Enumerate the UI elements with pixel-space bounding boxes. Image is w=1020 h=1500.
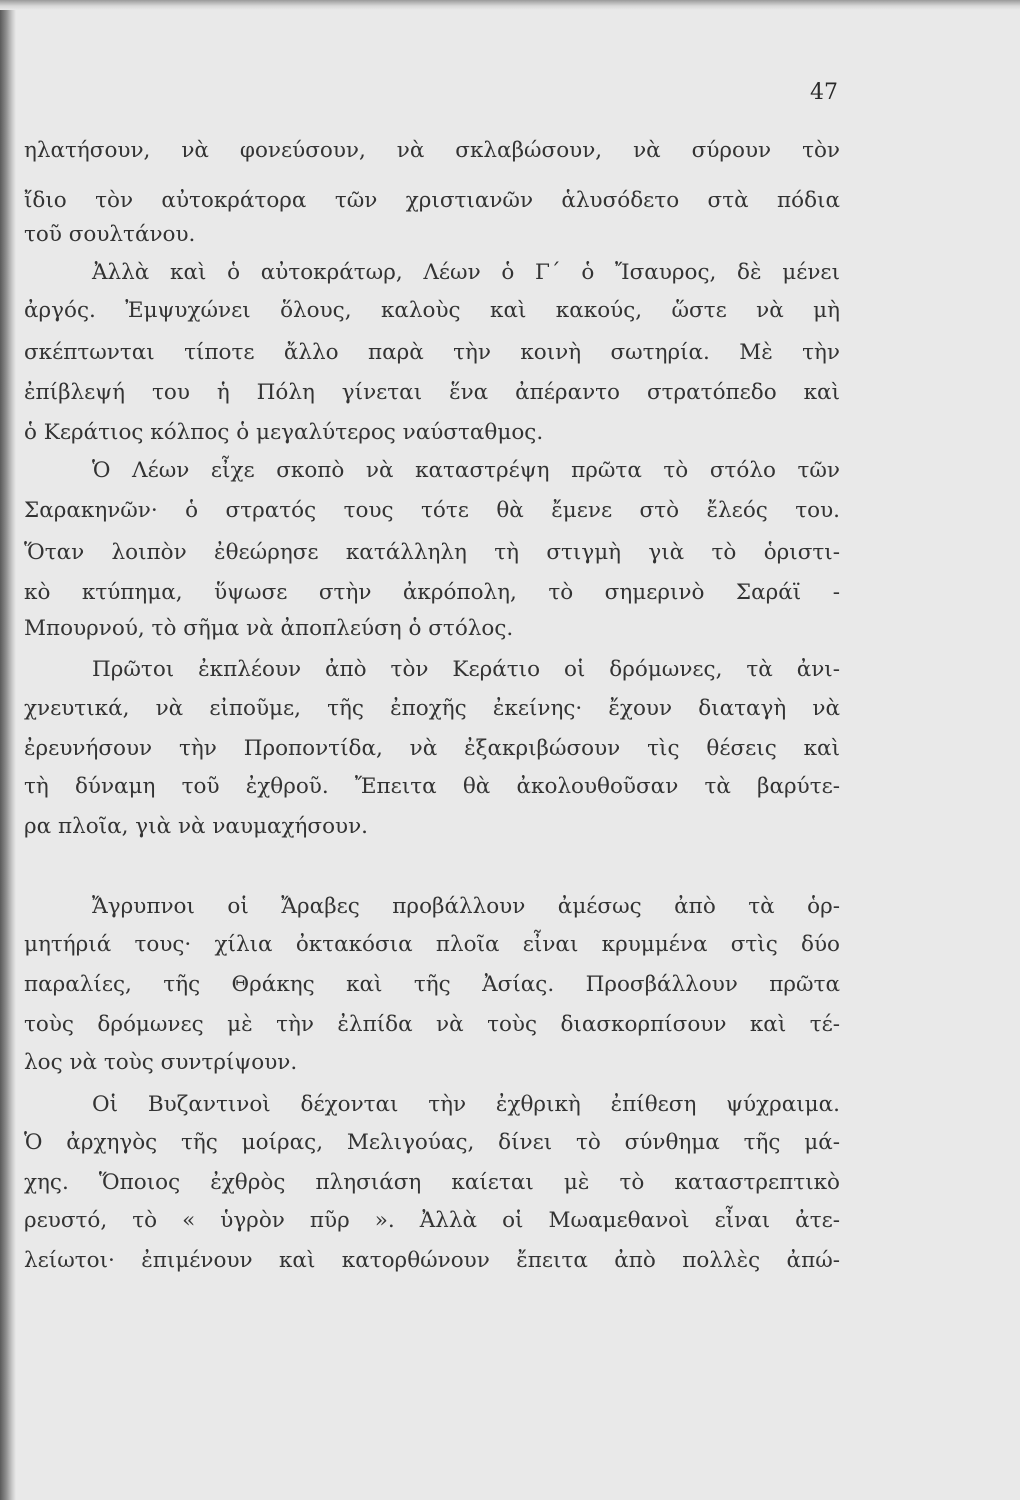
text-line: ηλατήσουν, νὰ φονεύσουν, νὰ σκλαβώσουν, νὰ σύρουν τὸν <box>24 138 840 163</box>
text-line: Σαρακηνῶν· ὁ στρατός τους τότε θὰ ἔμενε στὸ ἔλεός του. <box>24 498 840 523</box>
text-line: μητήριά τους· χίλια ὀκτακόσια πλοῖα εἶναι κρυμμένα στὶς δύο <box>24 932 840 957</box>
text-line: Ὅταν λοιπὸν ἐθεώρησε κατάλληλη τὴ στιγμὴ γιὰ τὸ ὁριστι- <box>24 540 840 565</box>
text-line: ἴδιο τὸν αὐτοκράτορα τῶν χριστιανῶν ἁλυσόδετο στὰ πόδια <box>24 188 840 213</box>
text-line: Ὁ ἀρχηγὸς τῆς μοίρας, Μελιγούας, δίνει τὸ σύνθημα τῆς μά- <box>24 1130 840 1155</box>
text-line: χης. Ὅποιος ἐχθρὸς πλησιάση καίεται μὲ τὸ καταστρεπτικὸ <box>24 1170 840 1195</box>
text-line: ὁ Κεράτιος κόλπος ὁ μεγαλύτερος ναύσταθμος. <box>24 420 544 445</box>
text-line: Ἄγρυπνοι οἱ Ἄραβες προβάλλουν ἀμέσως ἀπὸ τὰ ὁρ- <box>92 894 840 919</box>
text-line: Οἱ Βυζαντινοὶ δέχονται τὴν ἐχθρικὴ ἐπίθεση ψύχραιμα. <box>92 1092 840 1117</box>
text-line: Ἀλλὰ καὶ ὁ αὐτοκράτωρ, Λέων ὁ Γ΄ ὁ Ἴσαυρος, δὲ μένει <box>92 260 840 285</box>
page-top-edge <box>0 0 1020 10</box>
text-line: λείωτοι· ἐπιμένουν καὶ κατορθώνουν ἔπειτα ἀπὸ πολλὲς ἀπώ- <box>24 1248 840 1273</box>
text-line: χνευτικά, νὰ εἰποῦμε, τῆς ἐποχῆς ἐκείνης· ἔχουν διαταγὴ νὰ <box>24 696 840 721</box>
text-line: παραλίες, τῆς Θράκης καὶ τῆς Ἀσίας. Προσβάλλουν πρῶτα <box>24 972 840 997</box>
text-line: τοῦ σουλτάνου. <box>24 222 196 247</box>
text-line: ἐπίβλεψή του ἡ Πόλη γίνεται ἕνα ἀπέραντο στρατόπεδο καὶ <box>24 380 840 405</box>
text-line: ρευστό, τὸ « ὑγρὸν πῦρ ». Ἀλλὰ οἱ Μωαμεθανοὶ εἶναι ἀτε- <box>24 1208 840 1233</box>
text-line: ρα πλοῖα, γιὰ νὰ ναυμαχήσουν. <box>24 814 369 839</box>
text-line: τὴ δύναμη τοῦ ἐχθροῦ. Ἔπειτα θὰ ἀκολουθοῦσαν τὰ βαρύτε- <box>24 774 840 799</box>
text-line: κὸ κτύπημα, ὕψωσε στὴν ἀκρόπολη, τὸ σημερινὸ Σαράϊ - <box>24 580 840 605</box>
text-line: Πρῶτοι ἐκπλέουν ἀπὸ τὸν Κεράτιο οἱ δρόμωνες, τὰ ἀνι- <box>92 657 840 682</box>
text-line: Ὁ Λέων εἶχε σκοπὸ νὰ καταστρέψη πρῶτα τὸ στόλο τῶν <box>92 458 840 483</box>
text-line: λος νὰ τοὺς συντρίψουν. <box>24 1050 298 1075</box>
text-line: Μπουρνού, τὸ σῆμα νὰ ἀποπλεύση ὁ στόλος. <box>24 616 514 641</box>
text-line: ἀργός. Ἐμψυχώνει ὅλους, καλοὺς καὶ κακούς, ὥστε νὰ μὴ <box>24 298 840 323</box>
text-line: σκέπτωνται τίποτε ἄλλο παρὰ τὴν κοινὴ σωτηρία. Μὲ τὴν <box>24 340 840 365</box>
text-line: ἐρευνήσουν τὴν Προποντίδα, νὰ ἐξακριβώσουν τὶς θέσεις καὶ <box>24 736 840 761</box>
text-line: τοὺς δρόμωνες μὲ τὴν ἐλπίδα νὰ τοὺς διασκορπίσουν καὶ τέ- <box>24 1012 840 1037</box>
binding-shadow <box>0 0 16 1500</box>
page-number: 47 <box>810 80 838 105</box>
